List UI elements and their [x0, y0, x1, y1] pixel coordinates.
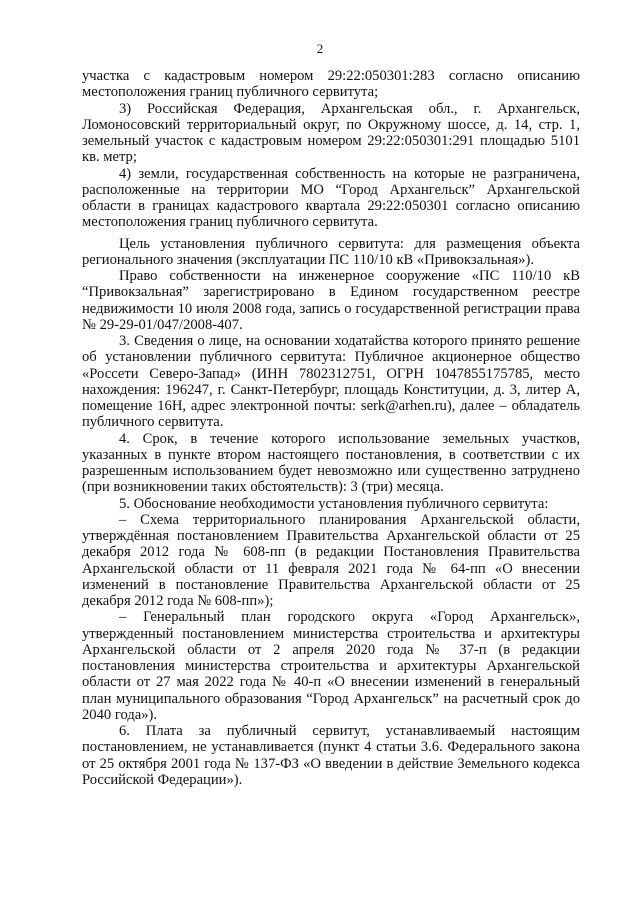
- paragraph-section-6-payment: 6. Плата за публичный сервитут, устанавливаемый настоящим постановлением, не устанавливается (пункт 4 статьи 3.6. Федерального закона от 25 октября 2001 года № 137-ФЗ «О введении в действие Земельного кодекса Российской Федерации»).: [82, 723, 580, 788]
- paragraph-ownership-right: Право собственности на инженерное сооружение «ПС 110/10 кВ “Привокзальная” зарегистрировано в Едином государственном реестре недвижимости 10 июля 2008 года, запись о государственной регистрации права № 29-29-01/047/2008-407.: [82, 268, 580, 333]
- paragraph-parcel-283-continuation: участка с кадастровым номером 29:22:050301:283 согласно описанию местоположения границ публичного сервитута;: [82, 68, 580, 101]
- page-number: 2: [316, 41, 324, 56]
- paragraph-section-5-heading: 5. Обоснование необходимости установления публичного сервитута:: [119, 495, 549, 512]
- paragraph-general-plan: – Генеральный план городского округа «Город Архангельск», утвержденный постановлением министерства строительства и архитектуры Архангельской области от 2 апреля 2020 года № 37-п (в редакции постановления министерства строительства и архитектуры Архангельской области от 27 мая 2022 года № 40-п «О внесении изменений в генеральный план муниципального образования “Город Архангельск” на расчетный срок до 2040 года»).: [82, 609, 580, 723]
- document-body: [82, 68, 580, 788]
- paragraph-section-3-applicant: 3. Сведения о лице, на основании ходатайства которого принято решение об установлении публичного сервитута: Публичное акционерное общество «Россети Северо-Запад» (ИНН 7802312751, ОГРН 1047855175785, место нахождения: 196247, г. Санкт-Петербург, площадь Конституции, д. 3, литер А, помещение 16Н, адрес электронной почты: serk@arhen.ru), далее – обладатель публичного сервитута.: [82, 333, 580, 431]
- paragraph-item-3-russian-federation: 3) Российская Федерация, Архангельская обл., г. Архангельск, Ломоносовский территориальный округ, по Окружному шоссе, д. 14, стр. 1, земельный участок с кадастровым номером 29:22:050301:291 площадью 5101 кв. метр;: [82, 100, 580, 166]
- paragraph-item-4-unallocated-lands: 4) земли, государственная собственность на которые не разграничена, расположенные на территории МО “Город Архангельск” Архангельской области в границах кадастрового квартала 29:22:050301 согласно описанию местоположения границ публичного сервитута.: [82, 165, 580, 231]
- paragraph-territorial-planning-scheme: – Схема территориального планирования Архангельской области, утверждённая постановлением Правительства Архангельской области от 25 декабря 2012 года № 608-пп (в редакции Постановления Правительства Архангельской области от 11 февраля 2021 года № 64-пп «О внесении изменений в постановление Правительства Архангельской области от 25 декабря 2012 года № 608-пп»);: [82, 511, 580, 609]
- paragraph-purpose: Цель установления публичного сервитута: для размещения объекта регионального значения (эксплуатации ПС 110/10 кВ «Привокзальная»).: [82, 235, 580, 268]
- paragraph-section-4-term: 4. Срок, в течение которого использование земельных участков, указанных в пункте втором настоящего постановления, в соответствии с их разрешенным использованием будет невозможно или существенно затруднено (при возникновении таких обстоятельств): 3 (три) месяца.: [82, 430, 580, 496]
